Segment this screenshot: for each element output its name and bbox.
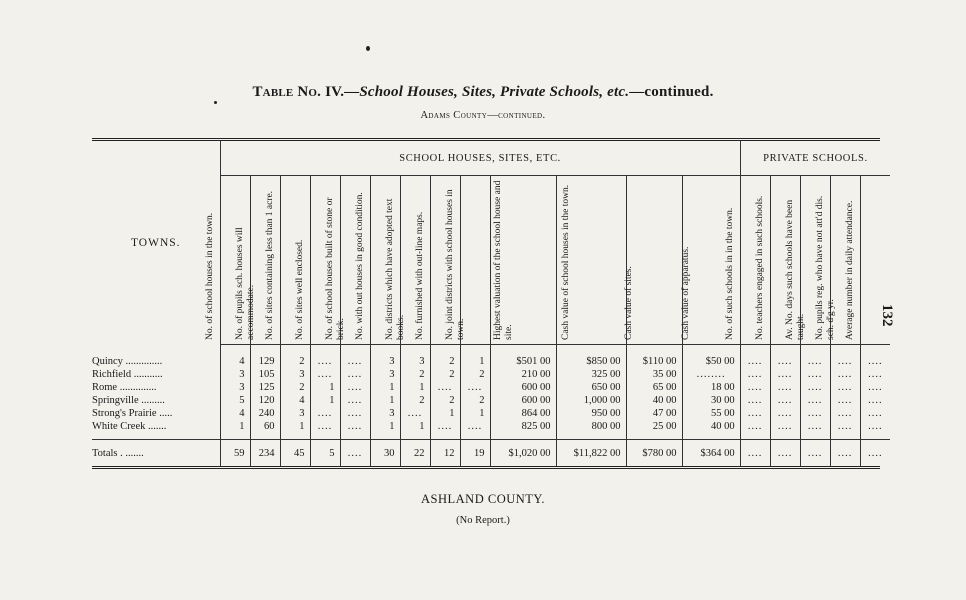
table-cell: 35 00	[626, 368, 682, 381]
table-cell: 650 00	[556, 381, 626, 394]
town-name: Quincy	[92, 355, 123, 367]
table-cell: 1	[460, 345, 490, 369]
dot-leader: . .......	[117, 447, 144, 459]
table-cell: 210 00	[490, 368, 556, 381]
table-cell: ....	[800, 420, 830, 440]
table-cell: 800 00	[556, 420, 626, 440]
table-cell: 1	[370, 420, 400, 440]
table-cell: ....	[770, 345, 800, 369]
table-cell: 1	[310, 381, 340, 394]
table-cell: 240	[250, 407, 280, 420]
title-prefix: Table No. IV.	[252, 84, 345, 100]
table-cell: ....	[340, 420, 370, 440]
town-name: Rome	[92, 382, 118, 393]
table-cell: $110 00	[626, 345, 682, 369]
column-header-label: Cash value of sites.	[624, 266, 634, 340]
dot-leader: .....	[156, 408, 173, 419]
table-cell: 65 00	[626, 381, 682, 394]
table-row	[92, 420, 890, 440]
table-cell: $501 00	[490, 345, 556, 369]
table-cell: 59	[220, 440, 250, 467]
town-cell	[92, 440, 220, 467]
table-cell: 4	[220, 407, 250, 420]
table-cell: 5	[220, 394, 250, 407]
table-cell: 40 00	[626, 394, 682, 407]
table-cell: 2	[460, 394, 490, 407]
table-cell: ....	[400, 407, 430, 420]
column-header-label: No. of sites well enclosed.	[295, 239, 305, 340]
column-header-label: Av. No. days such schools have been taught.	[785, 199, 807, 340]
table-cell: ....	[800, 345, 830, 369]
table-cell: 864 00	[490, 407, 556, 420]
column-header-label: No. of sites containing less than 1 acre.	[265, 190, 275, 340]
table-cell: ....	[860, 407, 890, 420]
table-cell: 2	[400, 368, 430, 381]
table-cell: 45	[280, 440, 310, 467]
table-cell: $11,822 00	[556, 440, 626, 467]
dot-leader: ...........	[131, 369, 163, 380]
table-cell: 60	[250, 420, 280, 440]
table-cell: ....	[310, 407, 340, 420]
table-cell: ....	[460, 420, 490, 440]
table-cell: ....	[430, 381, 460, 394]
table-cell: ....	[740, 420, 770, 440]
town-cell	[92, 345, 220, 369]
table-cell: 2	[430, 368, 460, 381]
column-header	[556, 176, 626, 345]
column-header-label: Cash value of apparatus.	[681, 246, 692, 340]
column-header-label: No. of school houses built of stone or brick.	[325, 197, 346, 340]
column-header	[445, 176, 490, 345]
ink-speck	[214, 101, 217, 104]
table-cell: ....	[800, 440, 830, 467]
town-cell	[92, 407, 220, 420]
table-row	[92, 368, 890, 381]
table-cell: 25 00	[626, 420, 682, 440]
table-cell: ....	[830, 381, 860, 394]
column-header-label: Average number in daily attendance.	[845, 200, 856, 340]
column-header-label: No. joint districts with school houses in town.	[445, 189, 466, 340]
table-cell: 600 00	[490, 394, 556, 407]
table-cell: 1	[370, 394, 400, 407]
column-header-label: Cash value of school houses in the town.	[561, 184, 571, 340]
table-cell: ....	[310, 368, 340, 381]
table-cell: 1	[280, 420, 310, 440]
table-row	[92, 407, 890, 420]
table-cell: 2	[280, 381, 310, 394]
table-cell: 1,000 00	[556, 394, 626, 407]
table-cell: 3	[220, 381, 250, 394]
table-cell: ....	[860, 420, 890, 440]
column-header-label: No. teachers engaged in such schools.	[755, 195, 766, 340]
county-heading: ASHLAND COUNTY.	[421, 492, 545, 506]
private-schools-group-header: PRIVATE SCHOOLS.	[740, 141, 890, 176]
table-cell: 3	[370, 368, 400, 381]
title-italic: School Houses, Sites, Private Schools, etc.	[359, 84, 630, 100]
table-cell: 1	[220, 420, 250, 440]
table-cell: 3	[280, 368, 310, 381]
table-cell: ....	[830, 420, 860, 440]
table-cell: ....	[740, 440, 770, 467]
table-cell: 5	[310, 440, 340, 467]
dot-leader: ..............	[117, 382, 157, 393]
data-table	[92, 141, 890, 466]
table-cell: 30 00	[682, 394, 740, 407]
table-cell: ....	[830, 345, 860, 369]
table-cell: ....	[340, 381, 370, 394]
table-cell: 2	[430, 394, 460, 407]
table-cell: ....	[310, 420, 340, 440]
table-cell: $364 00	[682, 440, 740, 467]
table-cell: 47 00	[626, 407, 682, 420]
table-cell: ........	[682, 368, 740, 381]
table-cell: 3	[400, 345, 430, 369]
dot-leader: .......	[145, 421, 167, 432]
table-cell: ....	[740, 381, 770, 394]
table-cell: $1,020 00	[490, 440, 556, 467]
table-cell: ....	[770, 394, 800, 407]
table-cell: ....	[770, 440, 800, 467]
towns-header: TOWNS.	[130, 236, 181, 249]
town-cell	[92, 381, 220, 394]
table-cell: ....	[460, 381, 490, 394]
table-row	[92, 394, 890, 407]
town-name: Strong's Prairie	[92, 408, 157, 419]
table-cell: 1	[460, 407, 490, 420]
table-cell: 22	[400, 440, 430, 467]
town-cell	[92, 368, 220, 381]
table-cell: ....	[770, 381, 800, 394]
dot-leader: .........	[138, 395, 165, 406]
table-cell: ....	[830, 368, 860, 381]
column-header-label: Highest valuation of the school house and site.	[493, 180, 514, 340]
column-header	[626, 176, 682, 345]
town-name: Springville	[92, 395, 139, 406]
table-cell: ....	[860, 345, 890, 369]
table-cell: 825 00	[490, 420, 556, 440]
table-cell: 129	[250, 345, 280, 369]
table-cell: 19	[460, 440, 490, 467]
table-cell: ....	[830, 394, 860, 407]
table-cell: 125	[250, 381, 280, 394]
table-title	[0, 84, 966, 101]
table-cell: 2	[430, 345, 460, 369]
ink-speck	[366, 46, 370, 51]
table-cell: ....	[830, 440, 860, 467]
table-cell: 3	[280, 407, 310, 420]
column-header-label: No. pupils reg. who have not att'd dis. sch. d'g yr.	[815, 195, 837, 340]
table-cell: ....	[340, 345, 370, 369]
column-header-label: No. of pupils sch. houses will accommodate.	[235, 227, 256, 340]
table-cell: 3	[370, 345, 400, 369]
table-cell: ....	[770, 407, 800, 420]
table-cell: $50 00	[682, 345, 740, 369]
page-number: 132	[879, 304, 895, 327]
table-cell: ....	[770, 368, 800, 381]
title-dash: —	[344, 84, 360, 100]
table-cell: 1	[400, 381, 430, 394]
table-cell: 4	[220, 345, 250, 369]
town-cell	[92, 394, 220, 407]
dot-leader: ..............	[122, 355, 163, 367]
table-cell: ....	[860, 381, 890, 394]
table-cell: 234	[250, 440, 280, 467]
table-cell: 2	[400, 394, 430, 407]
table-cell: 600 00	[490, 381, 556, 394]
table-cell: ....	[740, 407, 770, 420]
table-cell: 1	[370, 381, 400, 394]
town-cell	[92, 420, 220, 440]
table-cell: 40 00	[682, 420, 740, 440]
table-cell: ....	[830, 407, 860, 420]
table-cell: 12	[430, 440, 460, 467]
table-row	[92, 381, 890, 394]
column-header-label: No. districts which have adopted text books.	[385, 198, 406, 340]
table-cell: ....	[860, 394, 890, 407]
column-header-label: No. of such schools in in the town.	[725, 207, 736, 340]
table-cell: ....	[800, 368, 830, 381]
table-cell: ....	[340, 407, 370, 420]
table-cell: ....	[800, 394, 830, 407]
table-cell: $780 00	[626, 440, 682, 467]
table-cell: 3	[370, 407, 400, 420]
table-cell: 18 00	[682, 381, 740, 394]
table-cell: 2	[280, 345, 310, 369]
table-cell: 120	[250, 394, 280, 407]
town-name: White Creek	[92, 421, 146, 432]
town-name: Richfield	[92, 369, 132, 380]
table-cell: ....	[740, 345, 770, 369]
table-cell: 1	[310, 394, 340, 407]
no-report-note: (No Report.)	[456, 515, 510, 526]
column-header-label: No. with out houses in good condition.	[355, 192, 365, 340]
table-cell: 4	[280, 394, 310, 407]
totals-row	[92, 440, 890, 467]
table-cell: 1	[430, 407, 460, 420]
table-cell: ....	[770, 420, 800, 440]
table-cell: ....	[340, 394, 370, 407]
table-cell: 325 00	[556, 368, 626, 381]
table-cell: 105	[250, 368, 280, 381]
school-houses-group-header: SCHOOL HOUSES, SITES, ETC.	[220, 141, 740, 176]
table-cell: $850 00	[556, 345, 626, 369]
table-cell: ....	[860, 368, 890, 381]
table-row	[92, 345, 890, 369]
column-header-label: No. furnished with out-line maps.	[415, 211, 425, 340]
table-cell: ....	[800, 407, 830, 420]
table-cell: 1	[400, 420, 430, 440]
title-suffix: —continued.	[629, 84, 714, 100]
table-cell: 2	[460, 368, 490, 381]
column-header-label: No. of school houses in the town.	[205, 212, 215, 340]
table-cell: ....	[340, 440, 370, 467]
town-name: Totals	[92, 447, 118, 459]
data-table-frame	[92, 138, 883, 469]
table-cell: ....	[740, 368, 770, 381]
table-cell: ....	[310, 345, 340, 369]
table-cell: 55 00	[682, 407, 740, 420]
table-cell: ....	[800, 381, 830, 394]
table-subtitle: Adams County—continued.	[420, 110, 546, 121]
table-cell: 30	[370, 440, 400, 467]
table-cell: 3	[220, 368, 250, 381]
column-header	[490, 176, 556, 345]
table-cell: 950 00	[556, 407, 626, 420]
table-cell: ....	[860, 440, 890, 467]
table-cell: ....	[740, 394, 770, 407]
table-cell: ....	[430, 420, 460, 440]
table-cell: ....	[340, 368, 370, 381]
